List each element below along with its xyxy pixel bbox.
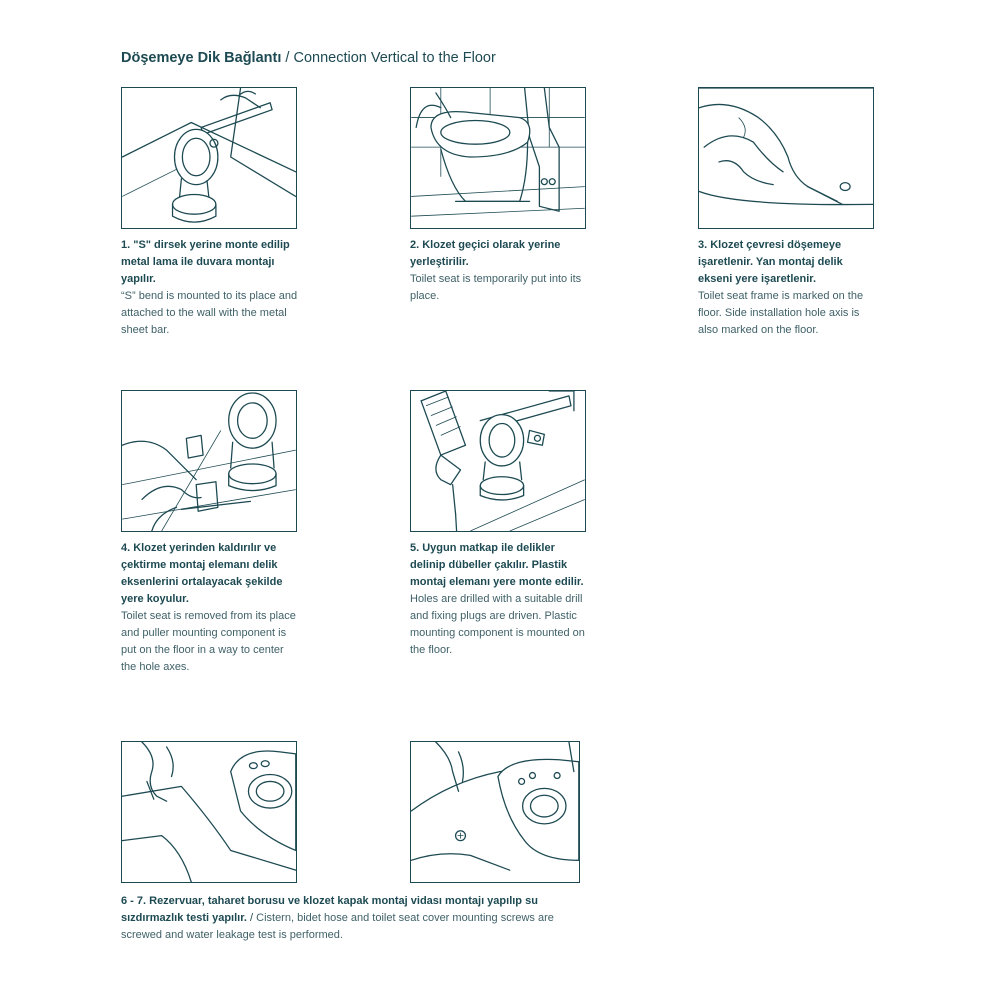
page-title-en: Connection Vertical to the Floor [293,50,496,66]
step-4-tr: 4. Klozet yerinden kaldırılır ve çektirme montaj elemanı delik eksenlerini ortalayacak şekilde yere koyulur. [121,542,283,605]
page-title-tr: Döşemeye Dik Bağlantı [121,50,282,66]
step-1-tr: 1. "S" dirsek yerine monte edilip metal lama ile duvara montajı yapılır. [121,239,290,285]
cistern-mounting-illustration [121,741,297,883]
step-1-en: “S” bend is mounted to its place and attached to the wall with the metal sheet bar. [121,290,298,336]
step-3-tr: 3. Klozet çevresi döşemeye işaretlenir. Yan montaj delik ekseni yere işaretlenir. [698,239,843,285]
step-4-en: Toilet seat is removed from its place and puller mounting component is put on the floor in a way to center the hole axes. [121,610,296,673]
step-2-tr: 2. Klozet geçici olarak yerine yerleştirilir. [410,239,561,268]
step-2-en: Toilet seat is temporarily put into its place. [410,273,582,302]
step-3-en: Toilet seat frame is marked on the floor. Side installation hole axis is also marked on the floor. [698,290,864,336]
final-step-separator: / [246,912,257,924]
step-5-tr: 5. Uygun matkap ile delikler delinip dübeller çakılır. Plastik montaj elemanı yere monte edilir. [410,542,584,588]
final-step-en: Cistern, bidet hose and toilet seat cover mounting screws are screwed and water leakage test is performed. [121,912,554,941]
final-step-caption [121,893,581,944]
s-bend-wall-mount-illustration [121,87,297,229]
step-2-caption [410,237,590,305]
page-title [121,50,496,66]
drilling-illustration [410,390,586,532]
final-step-tr: 6 - 7. Rezervuar, taharet borusu ve klozet kapak montaj vidası montajı yapılıp su sızdırmazlık testi yapılır. [121,895,538,924]
seat-cover-screw-illustration [410,741,580,883]
step-4-caption [121,540,301,676]
puller-component-placement-illustration [121,390,297,532]
step-5-caption [410,540,590,659]
step-5-en: Holes are drilled with a suitable drill and fixing plugs are driven. Plastic mounting component is mounted on the floor. [410,593,585,656]
toilet-placement-illustration [410,87,586,229]
step-1-caption [121,237,301,339]
floor-marking-illustration [698,87,874,229]
step-3-caption [698,237,878,339]
title-separator: / [281,50,294,66]
